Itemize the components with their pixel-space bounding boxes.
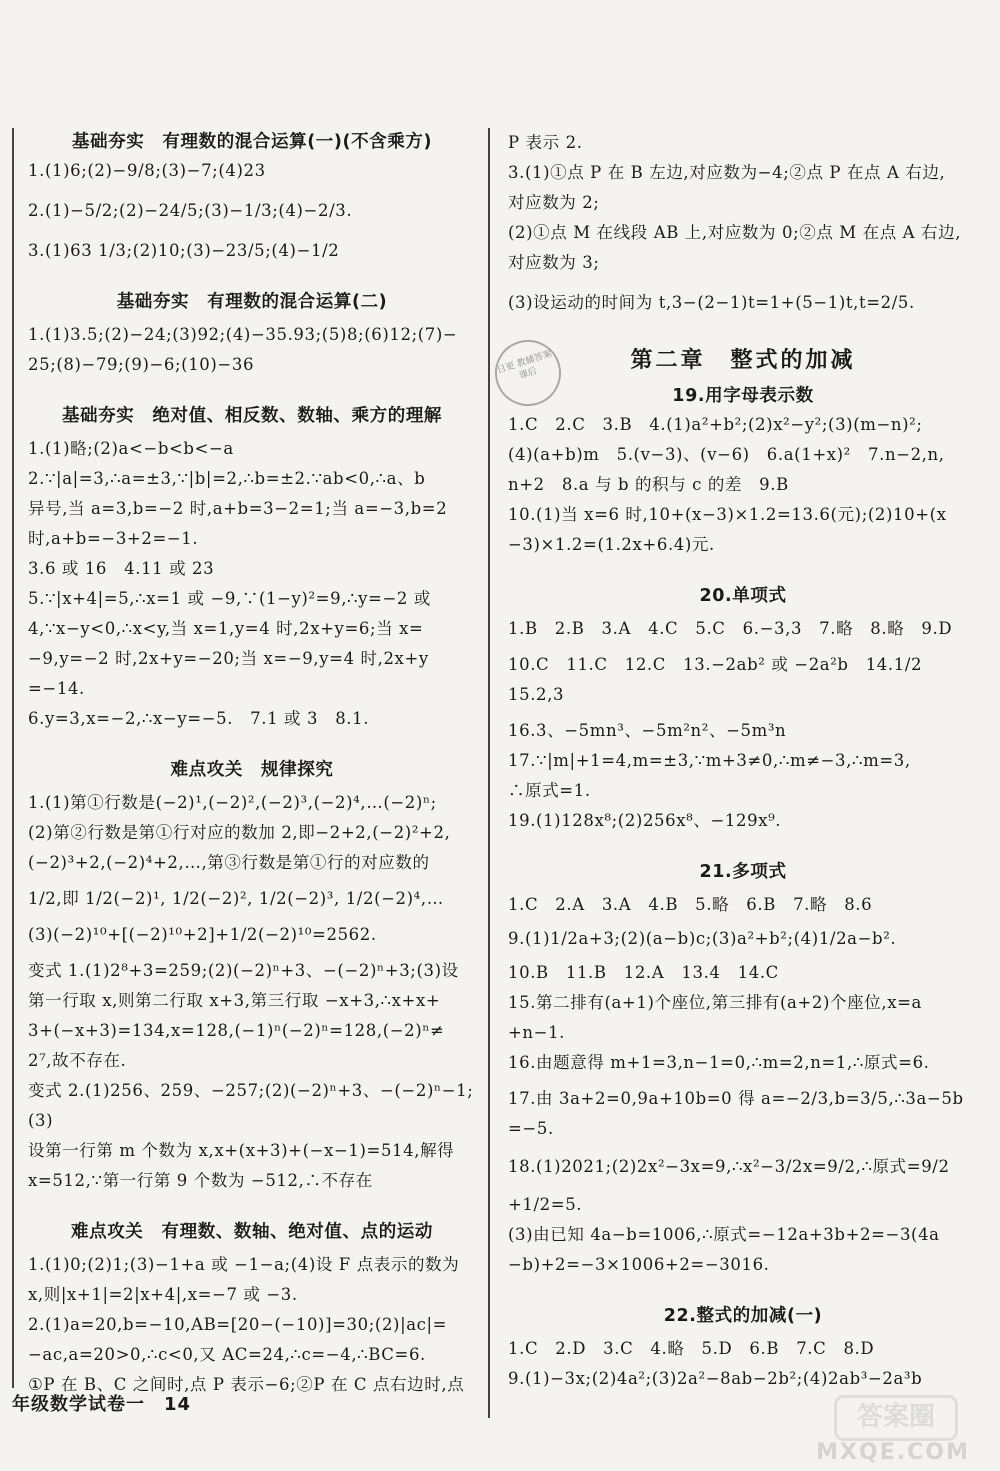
section-title: 20.单项式 [699, 586, 787, 606]
answer-line: 1.(1)0;(2)1;(3)−1+a 或 −1−a;(4)设 F 点表示的数为 [28, 1255, 460, 1274]
answer-line: +n−1. [508, 1023, 566, 1042]
answer-line: 1.(1)第①行数是(−2)¹,(−2)²,(−2)³,(−2)⁴,…(−2)ⁿ; [28, 793, 437, 812]
section-title: 基础夯实 有理数的混合运算(一)(不含乘方) [71, 132, 433, 152]
answer-line: −b)+2=−3×1006+2=−3016. [508, 1255, 770, 1274]
answer-line: 3.(1)①点 P 在 B 左边,对应数为−4;②点 P 在点 A 右边, [508, 163, 946, 182]
answer-line: 时,a+b=−3+2=−1. [28, 529, 199, 548]
answer-block [28, 156, 476, 266]
answer-line: 19.(1)128x⁸;(2)256x⁸、−129x⁹. [508, 811, 782, 830]
section-title: 难点攻关 规律探究 [170, 760, 334, 780]
chapter-title: 第二章 整式的加减 [630, 348, 856, 373]
answer-line: 1.(1)略;(2)a<−b<b<−a [28, 439, 234, 458]
answer-line: 5.∵|x+4|=5,∴x=1 或 −9,∵(1−y)²=9,∴y=−2 或 [28, 589, 431, 608]
watermark-url: MXQE.COM [816, 1440, 970, 1465]
answer-line: 对应数为 2; [508, 193, 600, 212]
answer-line: (4)(a+b)m 5.(v−3)、(v−6) 6.a(1+x)² 7.n−2,n, [508, 445, 945, 464]
page-footer: 年级数学试卷一 14 [12, 1394, 192, 1415]
answer-line: 1/2,即 1/2(−2)¹, 1/2(−2)², 1/2(−2)³, 1/2(−2)⁴,… [28, 889, 444, 908]
left-rule [12, 128, 14, 1388]
answer-block [28, 320, 476, 380]
answer-line: −ac,a=20>0,∴c<0,又 AC=24,∴c=−4,∴BC=6. [28, 1345, 426, 1364]
answer-line: 3+(−x+3)=134,x=128,(−1)ⁿ(−2)ⁿ=128,(−2)ⁿ≠ [28, 1021, 445, 1040]
answer-line: 6.y=3,x=−2,∴x−y=−5. 7.1 或 3 8.1. [28, 709, 370, 728]
answer-line: 18.(1)2021;(2)2x²−3x=9,∴x²−3/2x=9/2,∴原式=9/2 [508, 1157, 950, 1176]
answer-line: (2)①点 M 在线段 AB 上,对应数为 0;②点 M 在点 A 右边, [508, 223, 962, 242]
answer-line: −9,y=−2 时,2x+y=−20;当 x=−9,y=4 时,2x+y [28, 649, 429, 668]
answer-line: x=512,∵第一行第 9 个数为 −512,∴不存在 [28, 1171, 373, 1190]
answer-block [28, 1250, 476, 1400]
watermark-badge: 答案圈 [834, 1395, 958, 1441]
answer-line: (3)由已知 4a−b=1006,∴原式=−12a+3b+2=−3(4a [508, 1225, 940, 1244]
answer-line: 对应数为 3; [508, 253, 600, 272]
answer-line: 2.∵|a|=3,∴a=±3,∵|b|=2,∴b=±2.∵ab<0,∴a、b [28, 469, 426, 488]
answer-line: 25;(8)−79;(9)−6;(10)−36 [28, 355, 255, 374]
section-title: 21.多项式 [699, 862, 787, 882]
answer-line: 9.(1)1/2a+3;(2)(a−b)c;(3)a²+b²;(4)1/2a−b². [508, 929, 897, 948]
right-column [508, 128, 978, 1394]
section-title: 22.整式的加减(一) [663, 1306, 823, 1326]
answer-line: (−2)³+2,(−2)⁴+2,…,第③行数是第①行的对应数的 [28, 853, 430, 872]
answer-block [508, 614, 978, 836]
answer-block [508, 410, 978, 560]
answer-line: 4,∵x−y<0,∴x<y,当 x=1,y=4 时,2x+y=6;当 x= [28, 619, 424, 638]
section-title: 19.用字母表示数 [672, 386, 814, 406]
answer-line: P 表示 2. [508, 133, 583, 152]
answer-line: 1.C 2.D 3.C 4.略 5.D 6.B 7.C 8.D [508, 1339, 875, 1358]
answer-line: 1.C 2.A 3.A 4.B 5.略 6.B 7.略 8.6 [508, 895, 873, 914]
stamp-text: 日更 教辅答案 课后 [496, 348, 554, 382]
left-column [28, 128, 476, 1400]
answer-line: n+2 8.a 与 b 的积与 c 的差 9.B [508, 475, 789, 494]
answer-line: =−5. [508, 1119, 554, 1138]
answer-line: 2⁷,故不存在. [28, 1051, 127, 1070]
answer-line: 16.由题意得 m+1=3,n−1=0,∴m=2,n=1,∴原式=6. [508, 1053, 930, 1072]
answer-line: x,则|x+1|=2|x+4|,x=−7 或 −3. [28, 1285, 298, 1304]
section-title: 基础夯实 绝对值、相反数、数轴、乘方的理解 [61, 406, 443, 426]
answer-line: 2.(1)a=20,b=−10,AB=[20−(−10)]=30;(2)|ac|= [28, 1315, 448, 1334]
answer-line: 10.C 11.C 12.C 13.−2ab² 或 −2a²b 14.1/2 15.2,3 [508, 655, 940, 704]
answer-line: 9.(1)−3x;(2)4a²;(3)2a²−8ab−2b²;(4)2ab³−2a³b [508, 1369, 923, 1388]
answer-line: 1.(1)6;(2)−9/8;(3)−7;(4)23 [28, 161, 266, 180]
answer-block [508, 128, 978, 318]
answer-line: ①P 在 B、C 之间时,点 P 表示−6;②P 在 C 点右边时,点 [28, 1375, 465, 1394]
section-title: 基础夯实 有理数的混合运算(二) [116, 292, 388, 312]
answer-block [508, 890, 978, 1280]
answer-line: 3.6 或 16 4.11 或 23 [28, 559, 215, 578]
answer-line: 1.B 2.B 3.A 4.C 5.C 6.−3,3 7.略 8.略 9.D [508, 619, 953, 638]
answer-line: 10.(1)当 x=6 时,10+(x−3)×1.2=13.6(元);(2)10+(x [508, 505, 947, 524]
answer-line: 变式 1.(1)2⁸+3=259;(2)(−2)ⁿ+3、−(−2)ⁿ+3;(3)设 [28, 961, 459, 980]
answer-line: 1.C 2.C 3.B 4.(1)a²+b²;(2)x²−y²;(3)(m−n)²; [508, 415, 923, 434]
answer-line: 3.(1)63 1/3;(2)10;(3)−23/5;(4)−1/2 [28, 241, 340, 260]
answer-line: (2)第②行数是第①行对应的数加 2,即−2+2,(−2)²+2, [28, 823, 451, 842]
answer-line: =−14. [28, 679, 85, 698]
answer-line: (3)设运动的时间为 t,3−(2−1)t=1+(5−1)t,t=2/5. [508, 293, 915, 312]
answer-line: 2.(1)−5/2;(2)−24/5;(3)−1/3;(4)−2/3. [28, 201, 353, 220]
answer-line: 17.由 3a+2=0,9a+10b=0 得 a=−2/3,b=3/5,∴3a−5b [508, 1089, 964, 1108]
answer-line: 17.∵|m|+1=4,m=±3,∵m+3≠0,∴m≠−3,∴m=3, [508, 751, 911, 770]
answer-line: (3)(−2)¹⁰+[(−2)¹⁰+2]+1/2(−2)¹⁰=2562. [28, 925, 377, 944]
answer-line: ∴原式=1. [508, 781, 591, 800]
answer-line: 15.第二排有(a+1)个座位,第三排有(a+2)个座位,x=a [508, 993, 922, 1012]
answer-line: 变式 2.(1)256、259、−257;(2)(−2)ⁿ+3、−(−2)ⁿ−1;(3) [28, 1081, 474, 1130]
answer-line: 10.B 11.B 12.A 13.4 14.C [508, 963, 779, 982]
answer-line: −3)×1.2=(1.2x+6.4)元. [508, 535, 715, 554]
answer-block [28, 434, 476, 734]
answer-line: +1/2=5. [508, 1195, 583, 1214]
answer-line: 16.3、−5mn³、−5m²n²、−5m³n [508, 721, 787, 740]
watermark-logo [800, 1395, 986, 1465]
section-title: 难点攻关 有理数、数轴、绝对值、点的运动 [71, 1222, 433, 1242]
answer-line: 异号,当 a=3,b=−2 时,a+b=3−2=1;当 a=−3,b=2 [28, 499, 448, 518]
answer-line: 1.(1)3.5;(2)−24;(3)92;(4)−35.93;(5)8;(6)12;(7)− [28, 325, 458, 344]
answer-line: 设第一行第 m 个数为 x,x+(x+3)+(−x−1)=514,解得 [28, 1141, 455, 1160]
column-divider [488, 128, 490, 1418]
answer-block [508, 1334, 978, 1394]
answer-line: 第一行取 x,则第二行取 x+3,第三行取 −x+3,∴x+x+ [28, 991, 441, 1010]
answer-block [28, 788, 476, 1196]
